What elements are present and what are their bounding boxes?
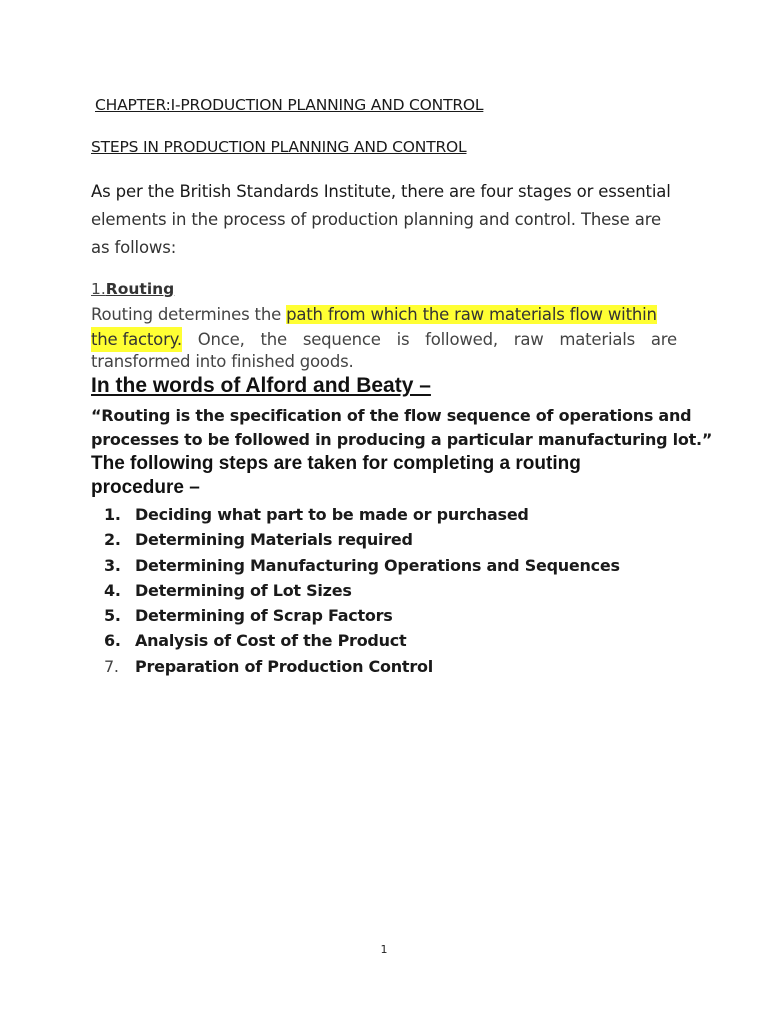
- list-item-number: 6.: [104, 631, 121, 651]
- list-item-text: Determining of Lot Sizes: [135, 580, 352, 600]
- list-item-text: Analysis of Cost of the Product: [135, 631, 407, 651]
- list-item: [104, 654, 620, 679]
- highlighted-text: the factory.: [91, 327, 182, 352]
- list-item-text: Determining Materials required: [135, 530, 413, 550]
- routing-word: the: [260, 330, 287, 349]
- section-title: STEPS IN PRODUCTION PLANNING AND CONTROL: [91, 138, 467, 156]
- chapter-title: CHAPTER:I-PRODUCTION PLANNING AND CONTROL: [95, 96, 484, 114]
- intro-line: As per the British Standards Institute, there are four stages or essential: [91, 182, 671, 201]
- routing-word: followed,: [425, 330, 498, 349]
- intro-paragraph: [91, 178, 691, 262]
- quote-line: “Routing is the specification of the flow sequence of operations and: [91, 406, 692, 425]
- routing-word: raw: [513, 330, 544, 349]
- routing-line-3: transformed into finished goods.: [91, 352, 354, 371]
- steps-heading: [91, 452, 581, 500]
- routing-quote: [91, 404, 712, 452]
- list-item: [104, 628, 620, 653]
- list-item-text: Preparation of Production Control: [135, 656, 433, 676]
- intro-line: elements in the process of production planning and control. These are: [91, 210, 661, 229]
- quote-heading: In the words of Alford and Beaty –: [91, 374, 431, 397]
- routing-word: is: [396, 330, 410, 349]
- routing-word: materials: [559, 330, 636, 349]
- list-item-text: Deciding what part to be made or purchased: [135, 505, 529, 524]
- intro-line: as follows:: [91, 238, 177, 257]
- routing-paragraph: [91, 302, 677, 352]
- routing-line-1: [91, 302, 677, 327]
- list-item: [104, 578, 620, 603]
- quote-line: processes to be followed in producing a particular manufacturing lot.”: [91, 430, 713, 449]
- list-item: [104, 603, 620, 628]
- list-item-number: 5.: [104, 606, 121, 626]
- list-item-number: 3.: [104, 555, 121, 575]
- highlighted-text: path from which the raw materials flow within: [286, 305, 657, 324]
- list-item: [104, 527, 620, 552]
- routing-word: Once,: [197, 330, 245, 349]
- routing-line-1-text: Routing determines the: [91, 305, 287, 324]
- list-item-number: 7.: [104, 656, 119, 676]
- list-item: [104, 553, 620, 578]
- list-item-number: 4.: [104, 580, 121, 600]
- list-item-number: 2.: [104, 530, 121, 550]
- list-item: [104, 502, 620, 527]
- routing-heading: [91, 280, 174, 298]
- routing-steps-list: [104, 502, 620, 679]
- list-item-text: Determining Manufacturing Operations and Sequences: [135, 555, 620, 575]
- routing-word: are: [650, 330, 677, 349]
- steps-heading-line: The following steps are taken for completing a routing: [91, 453, 581, 474]
- routing-word: sequence: [302, 330, 381, 349]
- page-number: 1: [380, 943, 388, 956]
- routing-line-2: [91, 327, 677, 352]
- routing-number: 1.: [91, 280, 106, 298]
- list-item-text: Determining of Scrap Factors: [135, 606, 393, 626]
- list-item-number: 1.: [104, 505, 121, 524]
- routing-heading-text: Routing: [105, 280, 175, 298]
- steps-heading-line: procedure –: [91, 477, 200, 498]
